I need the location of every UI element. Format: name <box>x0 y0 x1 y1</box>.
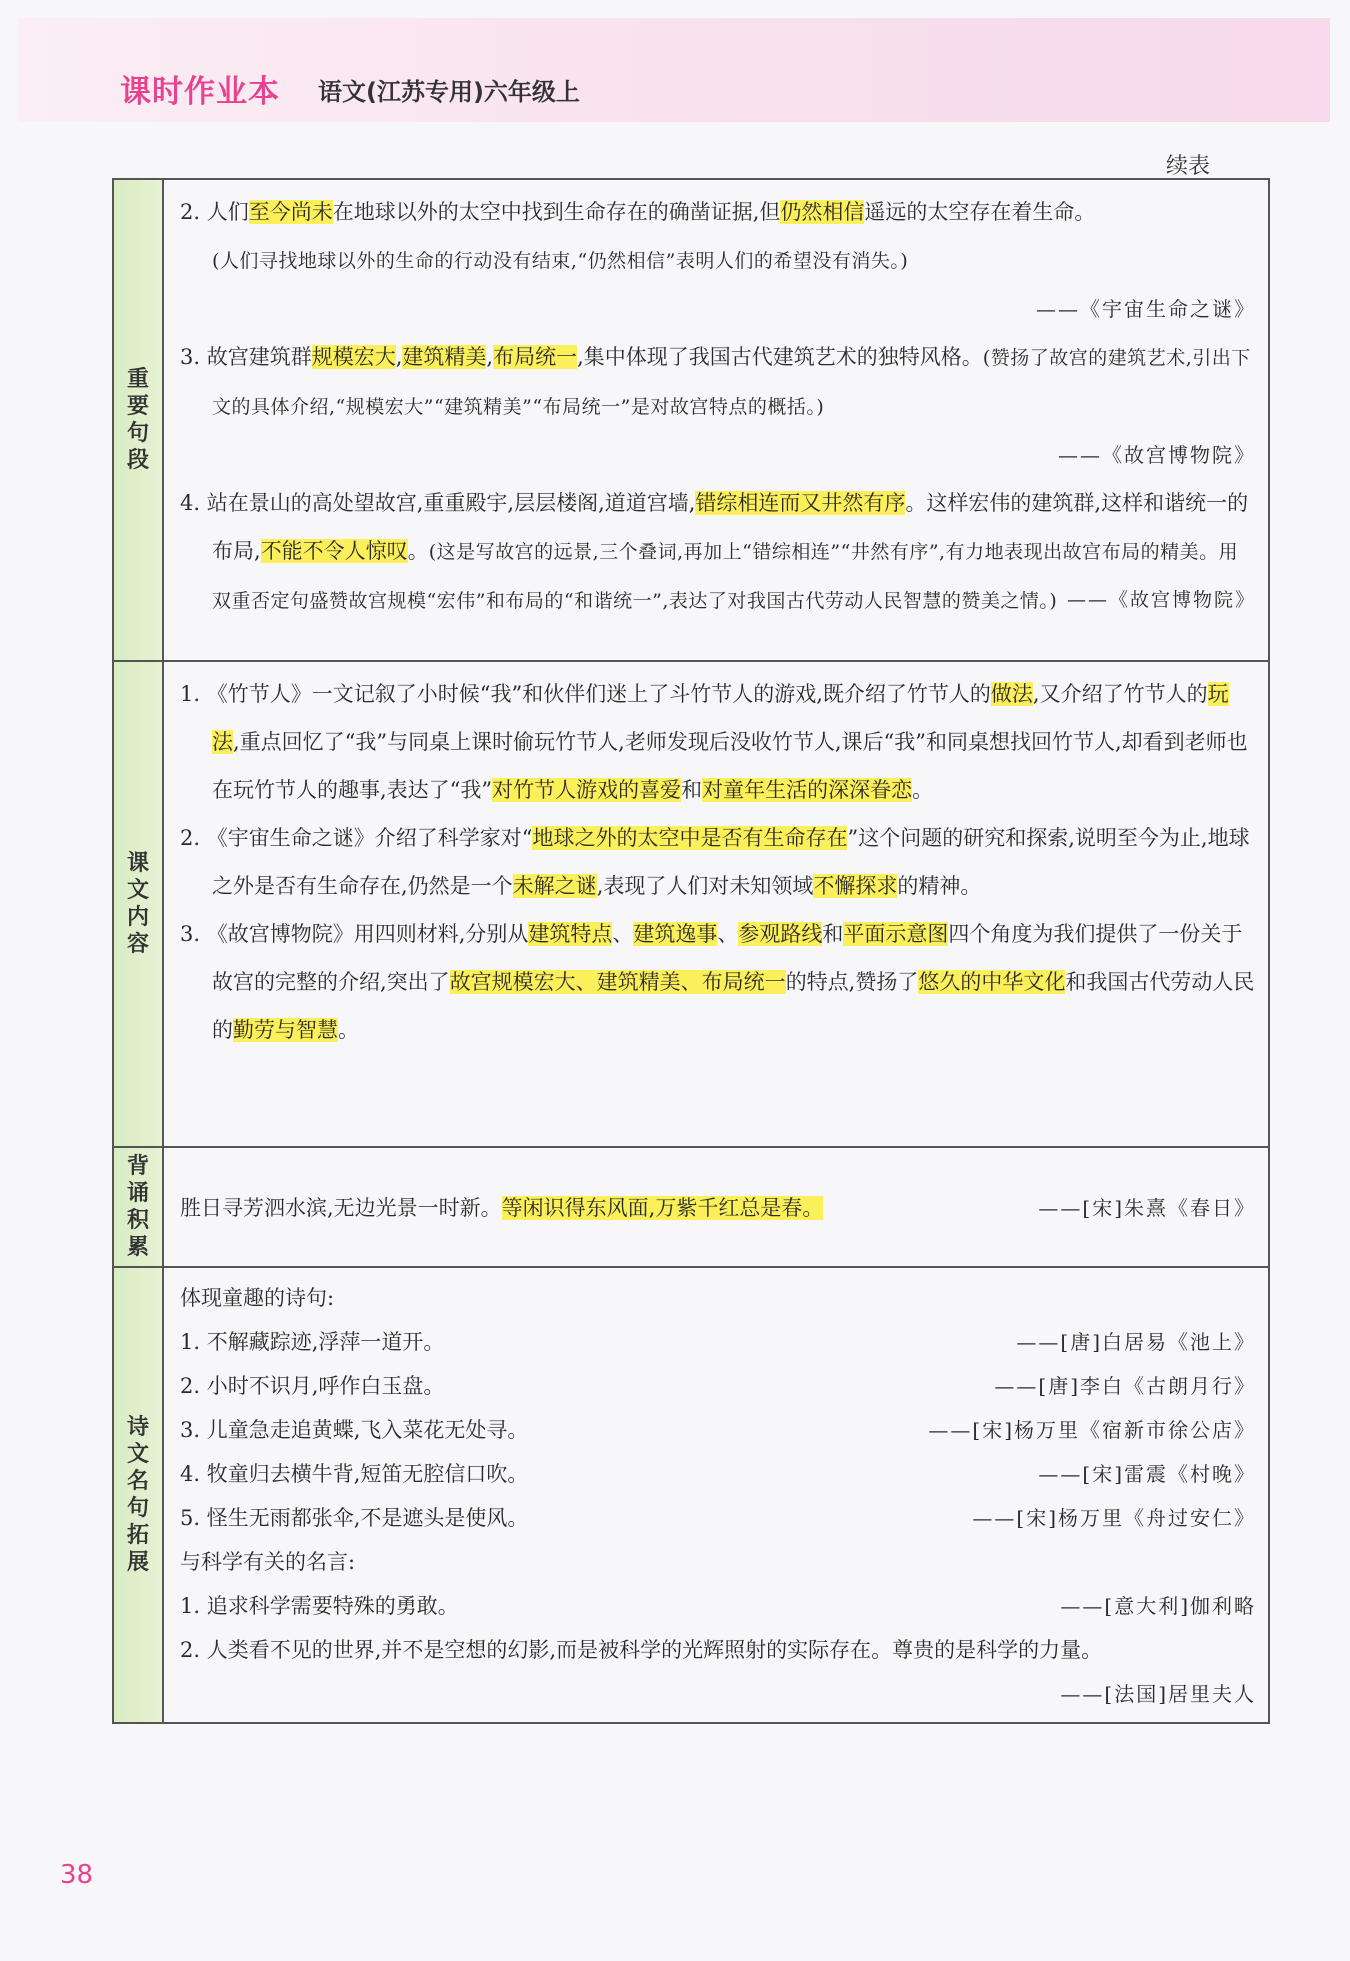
list-item: 3. 故宫建筑群规模宏大,建筑精美,布局统一,集中体现了我国古代建筑艺术的独特风格。(赞扬了故宫的建筑艺术,引出下文的具体介绍,“规模宏大”“建筑精美”“布局统一”是对故宫特点的概括。) <box>180 345 1251 418</box>
list-item: 4. 牧童归去横牛背,短笛无腔信口吹。 ——[宋]雷震《村晚》 <box>180 1452 1256 1496</box>
section-content <box>163 661 1269 1147</box>
continued-label: 续表 <box>1166 154 1211 179</box>
section-content <box>163 179 1269 661</box>
list-item: 3. 《故宫博物院》用四则材料,分别从建筑特点、建筑逸事、参观路线和平面示意图四个角度为我们提供了一份关于故宫的完整的介绍,突出了故宫规模宏大、建筑精美、布局统一的特点,赞扬了悠久的中华文化和我国古代劳动人民的勤劳与智慧。 <box>180 922 1255 1042</box>
section-label: 重要句段 <box>113 179 163 661</box>
section-important-passages <box>113 179 1269 661</box>
book-subject: 语文(江苏专用)六年级上 <box>318 78 580 106</box>
source-citation: ——[唐]李白《古朗月行》 <box>994 1374 1256 1398</box>
list-item: 1. 《竹节人》一文记叙了小时候“我”和伙伴们迷上了斗竹节人的游戏,既介绍了竹节人的做法,又介绍了竹节人的玩法,重点回忆了“我”与同桌上课时偷玩竹节人,老师发现后没收竹节人,课后“我”和同桌想找回竹节人,却看到老师也在玩竹节人的趣事,表达了“我”对竹节人游戏的喜爱和对童年生活的深深眷恋。 <box>180 682 1248 802</box>
subheading: 体现童趣的诗句: <box>180 1286 335 1310</box>
book-brand-title: 课时作业本 <box>120 74 280 110</box>
subheading: 与科学有关的名言: <box>180 1550 356 1574</box>
poem-line: 胜日寻芳泗水滨,无边光景一时新。等闲识得东风面,万紫千红总是春。 ——[宋]朱熹《春日》 <box>180 1184 1256 1232</box>
list-item: 1. 追求科学需要特殊的勇敢。 ——[意大利]伽利略 <box>180 1584 1256 1628</box>
source-citation: ——《故宫博物院》 <box>1058 443 1256 467</box>
page-number: 38 <box>60 1860 94 1890</box>
source-citation: ——[法国]居里夫人 <box>1060 1682 1256 1706</box>
section-content <box>163 1147 1269 1267</box>
source-citation: ——《宇宙生命之谜》 <box>1036 297 1256 321</box>
section-label: 诗文名句拓展 <box>113 1267 163 1723</box>
list-item: 3. 儿童急走追黄蝶,飞入菜花无处寻。 ——[宋]杨万里《宿新市徐公店》 <box>180 1408 1256 1452</box>
section-extended-quotes <box>113 1267 1269 1723</box>
list-item: 2. 小时不识月,呼作白玉盘。 ——[唐]李白《古朗月行》 <box>180 1364 1256 1408</box>
list-item: 2. 人们至今尚未在地球以外的太空中找到生命存在的确凿证据,但仍然相信遥远的太空存在着生命。 (人们寻找地球以外的生命的行动没有结束,“仍然相信”表明人们的希望没有消失。) <box>180 200 1096 272</box>
source-citation: ——[宋]朱熹《春日》 <box>1038 1196 1256 1220</box>
source-citation: ——[宋]雷震《村晚》 <box>1038 1462 1256 1486</box>
section-text-content <box>113 661 1269 1147</box>
list-item: 4. 站在景山的高处望故宫,重重殿宇,层层楼阁,道道宫墙,错综相连而又井然有序。这样宏伟的建筑群,这样和谐统一的布局,不能不令人惊叹。(这是写故宫的远景,三个叠词,再加上“错综相连”“井然有序”,有力地表现出故宫布局的精美。用双重否定句盛赞故宫规模“宏伟”和布局的“和谐统一”,表达了对我国古代劳动人民智慧的赞美之情。) ——《故宫博物院》 <box>180 491 1256 612</box>
list-item: 1. 不解藏踪迹,浮萍一道开。 ——[唐]白居易《池上》 <box>180 1320 1256 1364</box>
list-item: 5. 怪生无雨都张伞,不是遮头是使风。 ——[宋]杨万里《舟过安仁》 <box>180 1496 1256 1540</box>
list-item: 2. 人类看不见的世界,并不是空想的幻影,而是被科学的光辉照射的实际存在。尊贵的是科学的力量。 ——[法国]居里夫人 <box>180 1628 1256 1716</box>
source-citation: ——[意大利]伽利略 <box>1060 1594 1256 1618</box>
source-citation: ——[宋]杨万里《宿新市徐公店》 <box>928 1418 1256 1442</box>
list-item: 2. 《宇宙生命之谜》介绍了科学家对“地球之外的太空中是否有生命存在”这个问题的研究和探索,说明至今为止,地球之外是否有生命存在,仍然是一个未解之谜,表现了人们对未知领域不懈探求的精神。 <box>180 826 1250 898</box>
section-label: 课文内容 <box>113 661 163 1147</box>
section-content <box>163 1267 1269 1723</box>
source-citation: ——[唐]白居易《池上》 <box>1016 1330 1256 1354</box>
section-label: 背诵积累 <box>113 1147 163 1267</box>
content-table <box>112 178 1270 1724</box>
source-citation: ——[宋]杨万里《舟过安仁》 <box>972 1506 1256 1530</box>
section-recitation <box>113 1147 1269 1267</box>
